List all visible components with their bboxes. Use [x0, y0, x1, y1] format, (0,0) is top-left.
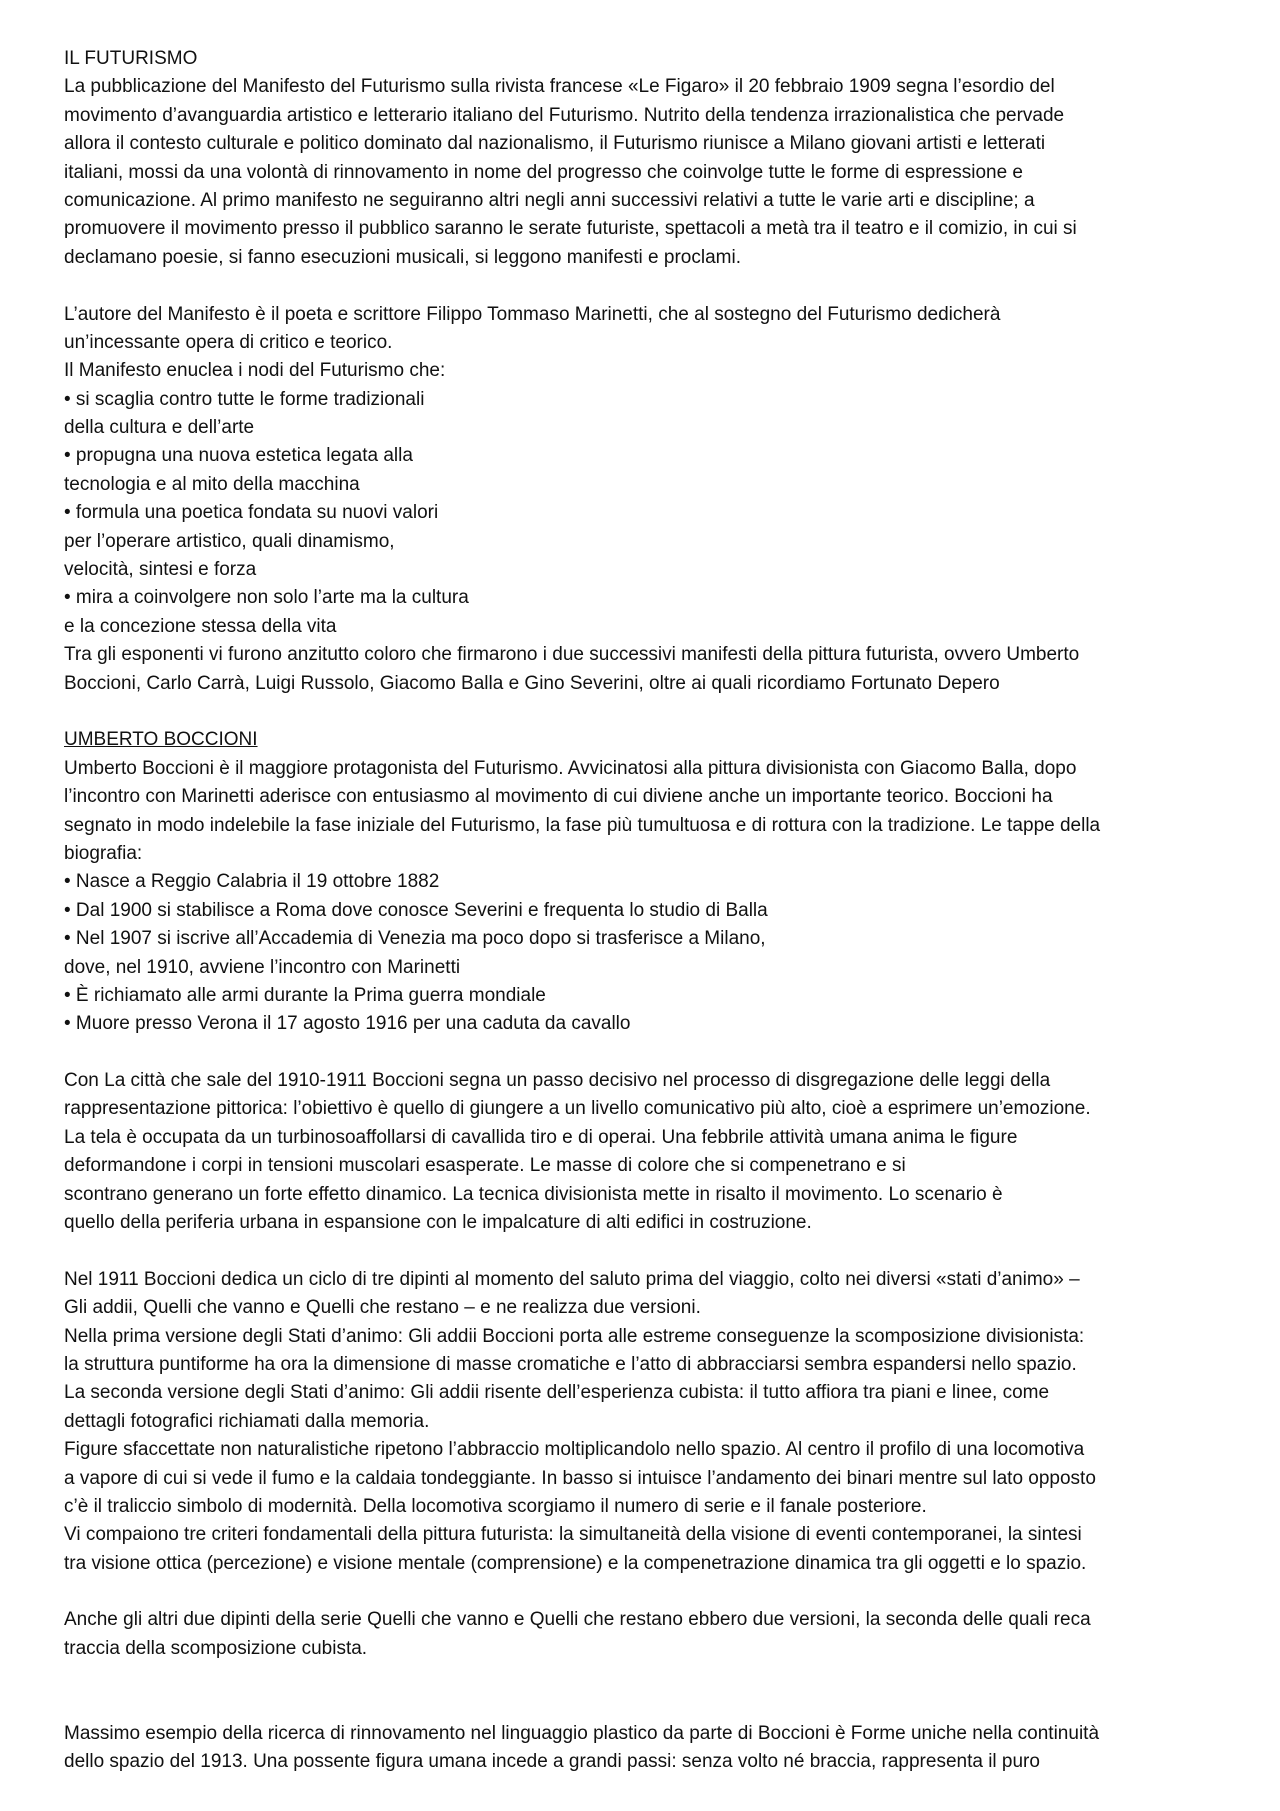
- text-line: Vi compaiono tre criteri fondamentali della pittura futurista: la simultaneità della visione di eventi contemporanei, la sintesi: [64, 1524, 1082, 1546]
- text-line: La pubblicazione del Manifesto del Futurismo sulla rivista francese «Le Figaro» il 20 febbraio 1909 segna l’esordio del: [64, 76, 1055, 98]
- text-line: tra visione ottica (percezione) e visione mentale (comprensione) e la compenetrazione dinamica tra gli oggetti e lo spazio.: [64, 1552, 1087, 1574]
- text-line: scontrano generano un forte effetto dinamico. La tecnica divisionista mette in risalto il movimento. Lo scenario è: [64, 1183, 1003, 1205]
- paragraph-author: [64, 301, 1224, 698]
- text-line: Boccioni, Carlo Carrà, Luigi Russolo, Giacomo Balla e Gino Severini, oltre ai quali ricordiamo Fortunato Depero: [64, 672, 1000, 694]
- text-line: biografia:: [64, 842, 143, 864]
- paragraph-citta-che-sale: [64, 1067, 1224, 1237]
- document-body: [64, 45, 1224, 1777]
- text-line: Il Manifesto enuclea i nodi del Futurismo che:: [64, 360, 446, 382]
- paragraph-forme-uniche: [64, 1720, 1224, 1777]
- text-line: Nel 1911 Boccioni dedica un ciclo di tre dipinti al momento del saluto prima del viaggio, colto nei diversi «stati d’animo» –: [64, 1268, 1080, 1290]
- text-line: a vapore di cui si vede il fumo e la caldaia tondeggiante. In basso si intuisce l’andamento dei binari mentre sul lato opposto: [64, 1467, 1096, 1489]
- paragraph-intro: [64, 73, 1224, 272]
- paragraph-gap: [64, 272, 1224, 300]
- paragraph-gap: [64, 1237, 1224, 1265]
- bullet-line: • propugna una nuova estetica legata alla: [64, 445, 413, 467]
- text-line: italiani, mossi da una volontà di rinnovamento in nome del progresso che coinvolge tutte le forme di espressione e: [64, 161, 1023, 183]
- text-line: comunicazione. Al primo manifesto ne seguiranno altri negli anni successivi relativi a tutte le varie arti e discipline; a: [64, 189, 1035, 211]
- paragraph-gap: [64, 1663, 1224, 1720]
- text-line: segnato in modo indelebile la fase iniziale del Futurismo, la fase più tumultuosa e di rottura con la tradizione. Le tappe della: [64, 814, 1101, 836]
- bullet-line: • È richiamato alle armi durante la Prima guerra mondiale: [64, 984, 546, 1006]
- text-line: Umberto Boccioni è il maggiore protagonista del Futurismo. Avvicinatosi alla pittura divisionista con Giacomo Balla, dopo: [64, 757, 1077, 779]
- text-line: deformandone i corpi in tensioni muscolari esasperate. Le masse di colore che si compenetrano e si: [64, 1155, 906, 1177]
- bullet-line: • Dal 1900 si stabilisce a Roma dove conosce Severini e frequenta lo studio di Balla: [64, 899, 768, 921]
- text-line: della cultura e dell’arte: [64, 417, 255, 439]
- paragraph-bio: [64, 755, 1224, 1039]
- text-line: quello della periferia urbana in espansione con le impalcature di alti edifici in costruzione.: [64, 1212, 812, 1234]
- bullet-line: • formula una poetica fondata su nuovi valori: [64, 502, 439, 524]
- section-title-boccioni: UMBERTO BOCCIONI: [64, 729, 258, 751]
- text-line: rappresentazione pittorica: l’obiettivo è quello di giungere a un livello comunicativo più alto, cioè a esprimere un’emozione.: [64, 1098, 1091, 1120]
- text-line: e la concezione stessa della vita: [64, 615, 337, 637]
- text-line: l’incontro con Marinetti aderisce con entusiasmo al movimento di cui diviene anche un importante teorico. Boccioni ha: [64, 786, 1053, 808]
- text-line: tecnologia e al mito della macchina: [64, 473, 360, 495]
- bullet-line: • Muore presso Verona il 17 agosto 1916 per una caduta da cavallo: [64, 1013, 631, 1035]
- text-line: Figure sfaccettate non naturalistiche ripetono l’abbraccio moltiplicandolo nello spazio. Al centro il profilo di una locomotiva: [64, 1439, 1085, 1461]
- bullet-line: • mira a coinvolgere non solo l’arte ma la cultura: [64, 587, 469, 609]
- text-line: per l’operare artistico, quali dinamismo,: [64, 530, 395, 552]
- text-line: Gli addii, Quelli che vanno e Quelli che restano – e ne realizza due versioni.: [64, 1297, 701, 1319]
- text-line: c’è il traliccio simbolo di modernità. Della locomotiva scorgiamo il numero di serie e il fanale posteriore.: [64, 1495, 927, 1517]
- text-line: Massimo esempio della ricerca di rinnovamento nel linguaggio plastico da parte di Boccioni è Forme uniche nella continuità: [64, 1723, 1100, 1745]
- text-line: movimento d’avanguardia artistico e letterario italiano del Futurismo. Nutrito della tendenza irrazionalistica che pervade: [64, 104, 1065, 126]
- text-line: dove, nel 1910, avviene l’incontro con Marinetti: [64, 956, 461, 978]
- text-line: traccia della scomposizione cubista.: [64, 1637, 368, 1659]
- text-line: Anche gli altri due dipinti della serie Quelli che vanno e Quelli che restano ebbero due versioni, la seconda delle quali reca: [64, 1609, 1091, 1631]
- text-line: Tra gli esponenti vi furono anzitutto coloro che firmarono i due successivi manifesti della pittura futurista, ovvero Umberto: [64, 644, 1080, 666]
- text-line: velocità, sintesi e forza: [64, 559, 257, 581]
- text-line: declamano poesie, si fanno esecuzioni musicali, si leggono manifesti e proclami.: [64, 246, 741, 268]
- text-line: Nella prima versione degli Stati d’animo: Gli addii Boccioni porta alle estreme conseguenze la scomposizione divisionista:: [64, 1325, 1085, 1347]
- text-line: un’incessante opera di critico e teorico.: [64, 331, 393, 353]
- text-line: promuovere il movimento presso il pubblico saranno le serate futuriste, spettacoli a metà tra il teatro e il comizio, in cui si: [64, 218, 1077, 240]
- paragraph-gap: [64, 698, 1224, 726]
- text-line: dettagli fotografici richiamati dalla memoria.: [64, 1410, 430, 1432]
- paragraph-stati-d-animo: [64, 1266, 1224, 1578]
- paragraph-gap: [64, 1039, 1224, 1067]
- text-line: La seconda versione degli Stati d’animo: Gli addii risente dell’esperienza cubista: il tutto affiora tra piani e linee, come: [64, 1382, 1050, 1404]
- bullet-line: • Nasce a Reggio Calabria il 19 ottobre 1882: [64, 871, 440, 893]
- paragraph-altri-dipinti: [64, 1606, 1224, 1663]
- paragraph-gap: [64, 1578, 1224, 1606]
- bullet-line: • si scaglia contro tutte le forme tradizionali: [64, 388, 425, 410]
- text-line: la struttura puntiforme ha ora la dimensione di masse cromatiche e l’atto di abbracciarsi sembra espandersi nello spazio.: [64, 1353, 1077, 1375]
- section-title-futurismo: IL FUTURISMO: [64, 48, 198, 69]
- text-line: allora il contesto culturale e politico dominato dal nazionalismo, il Futurismo riunisce a Milano giovani artisti e letterati: [64, 133, 1046, 155]
- text-line: Con La città che sale del 1910-1911 Boccioni segna un passo decisivo nel processo di disgregazione delle leggi della: [64, 1070, 1051, 1092]
- bullet-line: • Nel 1907 si iscrive all’Accademia di Venezia ma poco dopo si trasferisce a Milano,: [64, 928, 766, 950]
- text-line: L’autore del Manifesto è il poeta e scrittore Filippo Tommaso Marinetti, che al sostegno del Futurismo dedicherà: [64, 303, 1001, 325]
- text-line: La tela è occupata da un turbinosoaffollarsi di cavallida tiro e di operai. Una febbrile attività umana anima le figure: [64, 1126, 1018, 1148]
- text-line: dello spazio del 1913. Una possente figura umana incede a grandi passi: senza volto né braccia, rappresenta il puro: [64, 1751, 1040, 1773]
